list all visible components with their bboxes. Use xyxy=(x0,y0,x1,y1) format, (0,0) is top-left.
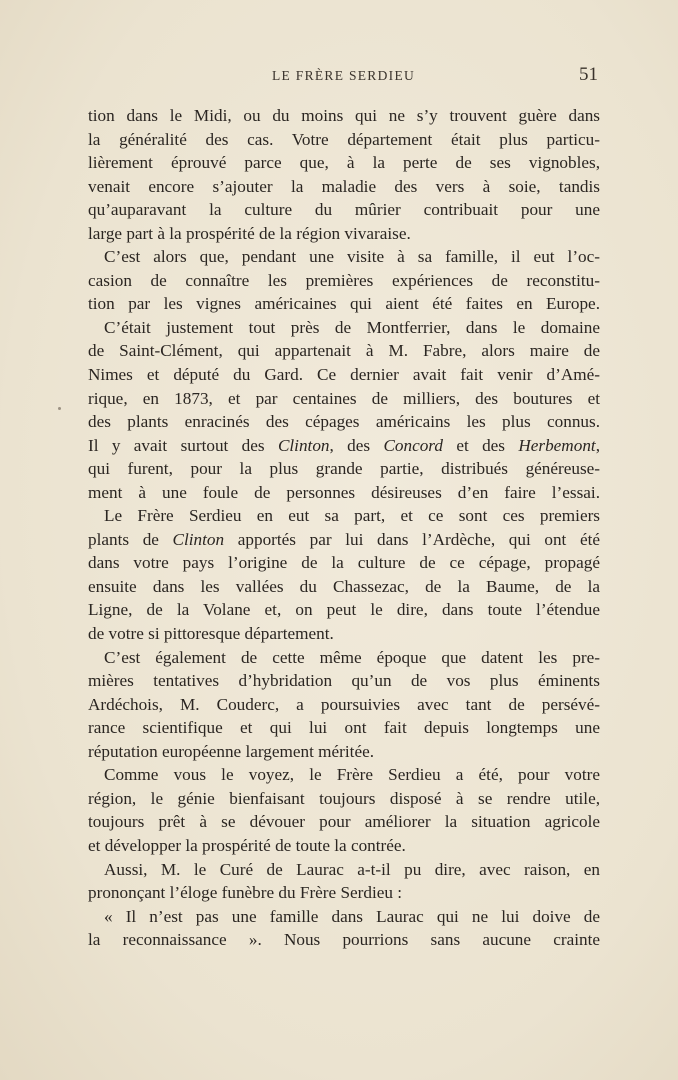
text-line: rance scientifique et qui lui ont fait depuis longtemps une xyxy=(88,718,600,738)
text-line: plants de Clinton apportés par lui dans l’Ardèche, qui ont été xyxy=(88,529,600,549)
body-text xyxy=(88,104,600,952)
text-line: C’était justement tout près de Montferrier, dans le domaine xyxy=(104,317,600,337)
cultivar-name: Concord xyxy=(383,435,443,455)
text-line: des plants enracinés des cépages américains les plus connus. xyxy=(88,412,600,432)
text-line: qui furent, pour la plus grande partie, distribués généreuse- xyxy=(88,459,600,479)
text-line: casion de connaître les premières expériences de reconstitu- xyxy=(88,270,600,290)
text-line: venait encore s’ajouter la maladie des vers à soie, tandis xyxy=(88,176,600,196)
text-line: C’est alors que, pendant une visite à sa famille, il eut l’oc- xyxy=(104,247,600,267)
text-line: Le Frère Serdieu en eut sa part, et ce sont ces premiers xyxy=(104,506,600,526)
text-line: tion dans le Midi, ou du moins qui ne s’y trouvent guère dans xyxy=(88,106,600,125)
text-line: mières tentatives d’hybridation qu’un de vos plus éminents xyxy=(88,671,600,691)
text-line: « Il n’est pas une famille dans Laurac qui ne lui doive de xyxy=(104,906,600,926)
text-line: C’est également de cette même époque que datent les pre- xyxy=(104,647,600,667)
text-line: ment à une foule de personnes désireuses d’en faire l’essai. xyxy=(88,482,600,502)
margin-speck xyxy=(58,407,61,410)
text-line: et développer la prospérité de toute la contrée. xyxy=(88,835,406,855)
page-number: 51 xyxy=(579,64,598,85)
text-line: Ligne, de la Volane et, on peut le dire, dans toute l’étendue xyxy=(88,600,600,620)
text-line: ensuite dans les vallées du Chassezac, de la Baume, de la xyxy=(88,576,600,596)
text-line: qu’auparavant la culture du mûrier contribuait pour une xyxy=(88,200,600,220)
cultivar-name: Clinton xyxy=(277,435,330,455)
text-line: de Saint-Clément, qui appartenait à M. Fabre, alors maire de xyxy=(88,341,600,361)
text-line: Ardéchois, M. Couderc, a poursuivies avec tant de persévé- xyxy=(88,694,600,714)
text-line: la généralité des cas. Votre département était plus particu- xyxy=(88,129,600,149)
text-line: Comme vous le voyez, le Frère Serdieu a été, pour votre xyxy=(104,765,600,785)
text-line: dans votre pays l’origine de la culture de ce cépage, propagé xyxy=(88,553,600,573)
text-line: prononçant l’éloge funèbre du Frère Serdieu : xyxy=(88,883,403,903)
text-line: toujours prêt à se dévouer pour améliorer la situation agricole xyxy=(88,812,600,832)
text-line: la reconnaissance ». Nous pourrions sans aucune crainte xyxy=(88,930,600,950)
cultivar-name: Herbemont xyxy=(518,435,596,455)
text-line-italic-names: Il y avait surtout des Clinton, des Concord et des Herbemont, xyxy=(88,435,600,455)
text-line: Aussi, M. le Curé de Laurac a-t-il pu dire, avec raison, en xyxy=(104,859,600,879)
running-head: LE FRÈRE SERDIEU xyxy=(272,68,416,83)
cultivar-name: Clinton xyxy=(172,529,225,549)
text-line: Nimes et député du Gard. Ce dernier avait fait venir d’Amé- xyxy=(88,365,600,385)
text-line: tion par les vignes américaines qui aient été faites en Europe. xyxy=(88,294,600,314)
text-line: rique, en 1873, et par centaines de milliers, des boutures et xyxy=(88,388,600,408)
text-line: région, le génie bienfaisant toujours disposé à se rendre utile, xyxy=(88,788,600,808)
text-line: lièrement éprouvé parce que, à la perte de ses vignobles, xyxy=(88,153,600,173)
page-header xyxy=(88,64,600,88)
text-line: large part à la prospérité de la région vivaraise. xyxy=(88,223,411,243)
text-line: de votre si pittoresque département. xyxy=(88,624,334,644)
text-line: réputation européenne largement méritée. xyxy=(88,741,375,761)
